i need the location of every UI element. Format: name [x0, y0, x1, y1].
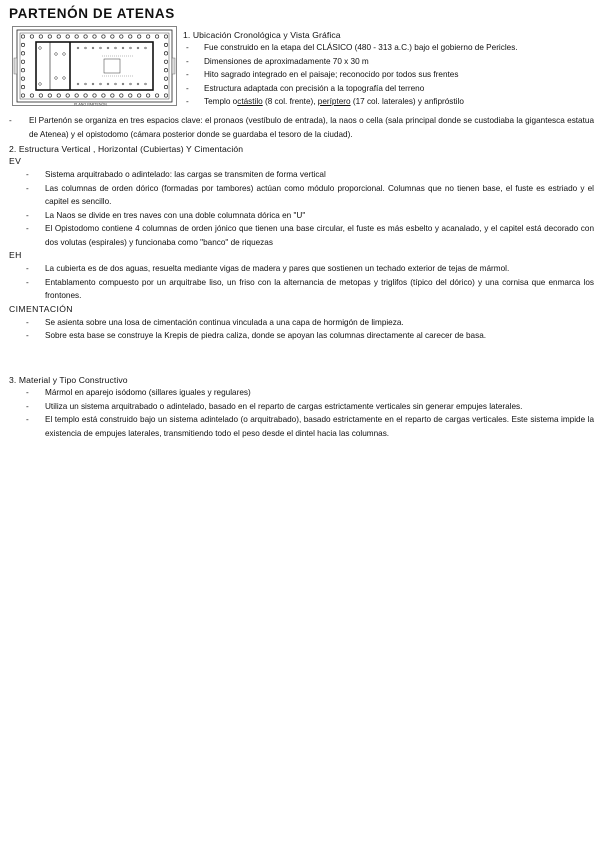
- list-item: - Templo octástilo (8 col. frente), períptero (17 col. laterales) y anfipróstilo: [186, 97, 464, 106]
- list-item: - El Opistodomo contiene 4 columnas de orden jónico que tienen una base circular, el fuste es más esbelto y acanalado, y el capitel está decorado con dos volutas (espirales) y funcionaba como "banco" de riquezas: [26, 224, 594, 247]
- list-item: - Mármol en aparejo isódomo (sillares iguales y regulares): [26, 388, 251, 397]
- list-item: - Hito sagrado integrado en el paisaje; reconocido por todos sus frentes: [186, 70, 459, 79]
- list-item: - Las columnas de orden dórico (formadas por tambores) actúan como módulo proporcional. Columnas que no tienen base, el fuste es estriado y el capitel es sencillo.: [26, 183, 594, 206]
- parthenon-floor-plan-icon: [12, 26, 177, 106]
- ev-label: EV: [9, 156, 22, 166]
- section-1: [183, 29, 595, 109]
- section-3: [9, 374, 594, 440]
- eh-label: EH: [9, 250, 22, 260]
- section-2-heading: 2. Estructura Vertical , Horizontal (Cubiertas) Y Cimentación: [9, 144, 244, 154]
- list-item: - La cubierta es de dos aguas, resuelta mediante vigas de madera y pares que sostienen un techado exterior de tejas de mármol.: [26, 264, 510, 273]
- list-item: - Sistema arquitrabado o adintelado: las cargas se transmiten de forma vertical: [26, 170, 326, 179]
- list-item: - La Naos se divide en tres naves con una doble columnata dórica en "U": [26, 210, 306, 220]
- cimentacion-label: CIMENTACIÓN: [9, 303, 73, 314]
- list-item: - Dimensiones de aproximadamente 70 x 30 m: [186, 56, 369, 66]
- section-1-paragraph: [9, 114, 594, 141]
- section-3-heading: 3. Material y Tipo Constructivo: [9, 375, 128, 385]
- list-item: - Entablamento compuesto por un arquitrabe liso, un friso con la alternancia de metopas y triglifos (típico del dórico) y una cornisa que enmarca los frontones.: [26, 277, 594, 300]
- list-item: - Se asienta sobre una losa de cimentación continua vinculada a una capa de hormigón de limpieza.: [26, 317, 404, 327]
- section-2: [9, 143, 594, 343]
- list-item: - Fue construido en la etapa del CLÁSICO (480 - 313 a.C.) bajo el gobierno de Pericles.: [186, 43, 518, 52]
- list-item: - Utiliza un sistema arquitrabado o adintelado, basado en el reparto de cargas estrictamente verticales sin generar empujes laterales.: [26, 401, 523, 411]
- list-item: - Estructura adaptada con precisión a la topografía del terreno: [186, 83, 425, 93]
- list-item: - Sobre esta base se construye la Krepis de piedra caliza, donde se apoyan las columnas directamente al carecer de basa.: [26, 331, 487, 340]
- section-1-heading: 1. Ubicación Cronológica y Vista Gráfica: [183, 30, 341, 40]
- list-item: - El templo está construido bajo un sistema adintelado (o arquitrabado), basado estrictamente en el reparto de cargas verticales. Este sistema impide la existencia de empujes laterales, transmitiendo todo el peso desde el dintel hacia las columnas.: [26, 415, 594, 438]
- plan-caption: PLANO PARTENÓN: [74, 102, 107, 107]
- list-item: - El Partenón se organiza en tres espacios clave: el pronaos (vestíbulo de entrada), la naos o cella (sala principal donde se custodiaba la gigantesca estatua de Atenea) y el opistodomo (cámara posterior donde se guardaba el tesoro de la ciudad).: [9, 116, 594, 139]
- document-title: PARTENÓN DE ATENAS: [9, 6, 175, 21]
